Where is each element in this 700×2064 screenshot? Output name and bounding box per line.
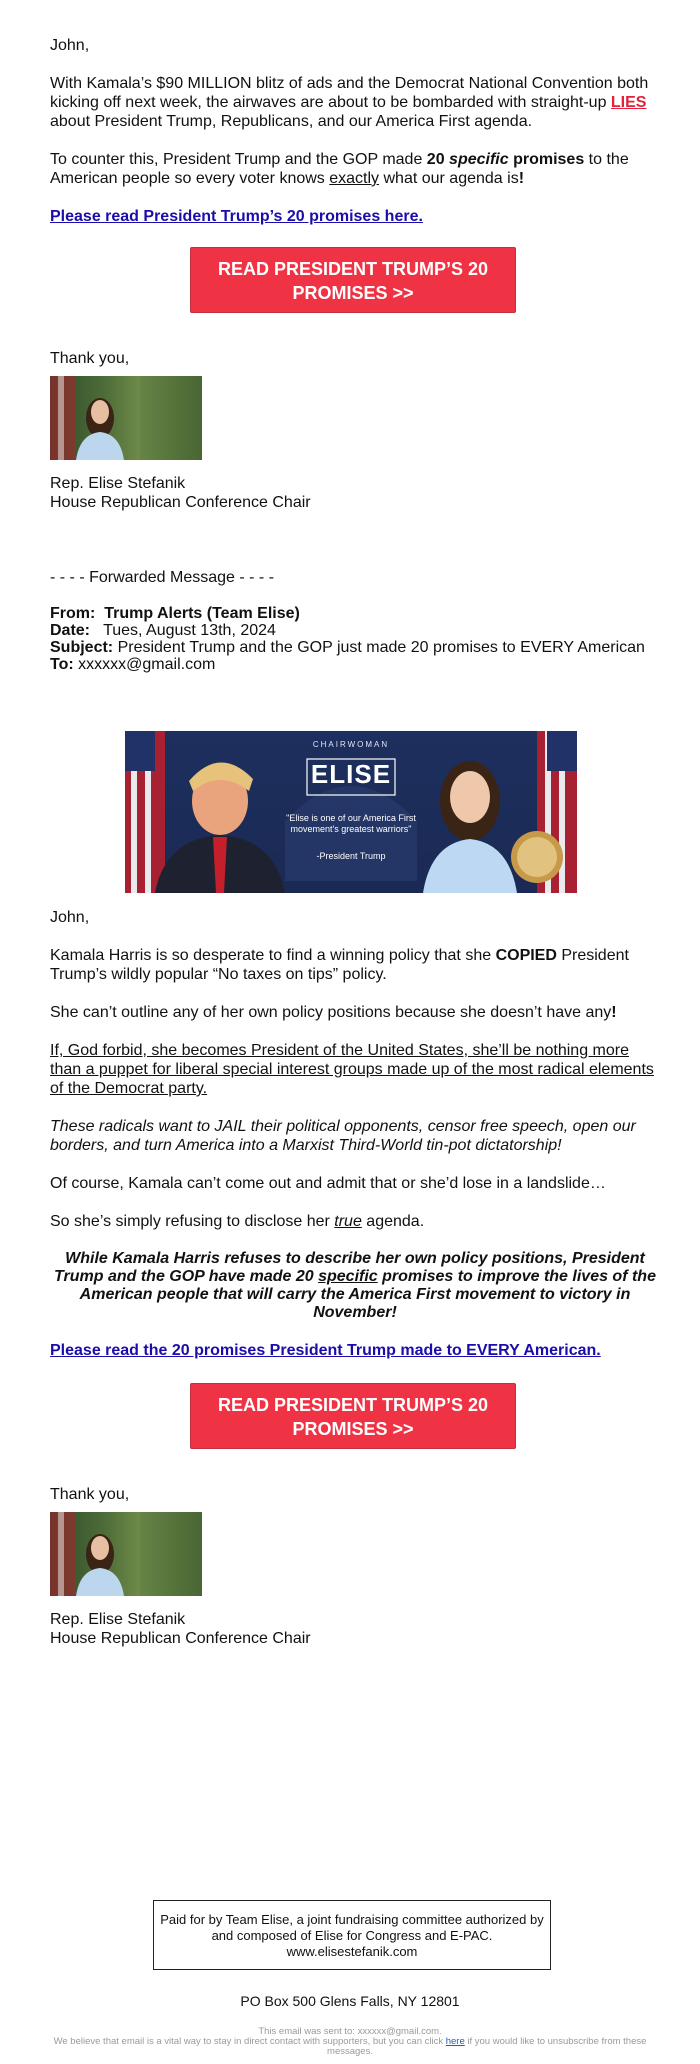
text: With Kamala’s $90 MILLION blitz of ads and the Democrat National Convention both kicking off next week, the airwaves are about to be bombarded with straight-up: [50, 75, 649, 111]
promises-link-row: [50, 207, 660, 226]
date-value: Tues, August 13th, 2024: [103, 622, 276, 639]
text: promises to improve the lives of the American people that will carry the America First movement to victory in November!: [79, 1268, 656, 1321]
banner-chairwoman: CHAIRWOMAN: [312, 740, 390, 749]
banner-name: ELISE: [310, 759, 392, 789]
paragraph-counter: [50, 150, 660, 188]
subject-label: Subject:: [50, 639, 114, 656]
text: if you would like to unsubscribe from these messages.: [327, 2036, 647, 2057]
text: She can’t outline any of her own policy positions because she doesn’t have any: [50, 1004, 612, 1021]
text: agenda.: [361, 1213, 425, 1230]
text-bold: promises: [508, 151, 585, 168]
subject-value: President Trump and the GOP just made 20 promises to EVERY American: [117, 639, 645, 656]
lies-link[interactable]: LIES: [610, 94, 647, 111]
text: So she’s simply refusing to disclose her: [50, 1213, 335, 1230]
fine-print: [40, 2027, 660, 2057]
text: President Trump’s wildly popular “No taxes on tips” policy.: [50, 947, 629, 983]
highlight-quote: [50, 1250, 660, 1322]
forward-date: [50, 622, 660, 639]
signature-name: Rep. Elise Stefanik: [50, 475, 186, 492]
paragraph-intro: [50, 74, 660, 131]
paragraph-true-agenda: [50, 1212, 660, 1231]
mailing-address: PO Box 500 Glens Falls, NY 12801: [240, 1993, 460, 2009]
to-value: xxxxxx@gmail.com: [78, 656, 216, 673]
text-underlined: specific: [318, 1268, 378, 1285]
text: We believe that email is a vital way to stay in direct contact with supporters, but you can click: [53, 2036, 446, 2047]
paragraph-no-positions: [50, 1003, 660, 1022]
sent-to: This email was sent to: xxxxxx@gmail.com.: [258, 2026, 442, 2037]
text-bold-italic: specific: [449, 151, 509, 168]
email-body: [50, 36, 660, 1648]
banner-attribution: -President Trump: [316, 851, 386, 861]
promises-link-row-2: [50, 1341, 660, 1360]
text: Kamala Harris is so desperate to find a winning policy that she: [50, 947, 496, 964]
read-promises-button[interactable]: READ PRESIDENT TRUMP’S 20 PROMISES >>: [190, 247, 516, 313]
signature-title: House Republican Conference Chair: [50, 494, 311, 511]
read-promises-button-2[interactable]: READ PRESIDENT TRUMP’S 20 PROMISES >>: [190, 1383, 516, 1449]
from-label: From:: [50, 605, 96, 622]
text-bold: !: [518, 170, 525, 187]
banner-illustration: [125, 731, 577, 893]
headshot-illustration: [50, 1512, 202, 1596]
signature-name-2: Rep. Elise Stefanik: [50, 1611, 186, 1628]
headshot-illustration: [50, 376, 202, 460]
greeting: John,: [50, 37, 90, 54]
forwarded-divider: - - - - Forwarded Message - - - -: [50, 569, 275, 586]
text: To counter this, President Trump and the GOP made: [50, 151, 427, 168]
paragraph-copied: [50, 946, 660, 984]
text-underlined: exactly: [329, 170, 380, 187]
forward-from: [50, 605, 660, 622]
paragraph-puppet: If, God forbid, she becomes President of the United States, she’ll be nothing more than a puppet for liberal special interest groups made up of the most radical elements of the Democrat party.: [50, 1042, 654, 1097]
text: While Kamala Harris refuses to describe her own policy positions, President Trump and the GOP have made 20: [54, 1250, 645, 1285]
text-bold: COPIED: [495, 947, 557, 964]
text: about President Trump, Republicans, and our America First agenda.: [50, 113, 533, 130]
paragraph-radicals: These radicals want to JAIL their political opponents, censor free speech, open our borders, and turn America into a Marxist Third-World tin-pot dictatorship!: [50, 1118, 636, 1154]
text-italic-underlined: true: [334, 1213, 362, 1230]
paid-for-box: [153, 1900, 551, 1970]
date-label: Date:: [50, 622, 91, 639]
text-bold: !: [611, 1004, 617, 1021]
forward-to: [50, 656, 660, 673]
text-bold: 20: [426, 151, 450, 168]
unsubscribe-text: [40, 2037, 660, 2057]
from-value: Trump Alerts (Team Elise): [104, 605, 300, 622]
unsubscribe-link[interactable]: here: [445, 2036, 465, 2047]
banner-quote: "Elise is one of our America First movement's greatest warriors": [286, 813, 416, 834]
forward-subject: [50, 639, 660, 656]
paragraph-landslide: Of course, Kamala can’t come out and admit that or she’d lose in a landslide…: [50, 1175, 606, 1192]
campaign-banner: [125, 731, 577, 893]
thanks-2: Thank you,: [50, 1486, 130, 1503]
signature-title-2: House Republican Conference Chair: [50, 1630, 311, 1647]
headshot-image: [50, 376, 202, 460]
paid-for-text: Paid for by Team Elise, a joint fundraising committee authorized by and composed of Elise for Congress and E-PAC. www.elisestefanik.com: [160, 1912, 544, 1959]
promises-link[interactable]: Please read President Trump’s 20 promises here.: [50, 208, 423, 225]
headshot-image-2: [50, 1512, 202, 1596]
text: to the American people so every voter knows: [50, 151, 629, 187]
to-label: To:: [50, 656, 74, 673]
thanks: Thank you,: [50, 350, 130, 367]
text: what our agenda is: [379, 170, 519, 187]
promises-link-2[interactable]: Please read the 20 promises President Trump made to EVERY American.: [50, 1342, 601, 1359]
greeting-2: John,: [50, 909, 90, 926]
